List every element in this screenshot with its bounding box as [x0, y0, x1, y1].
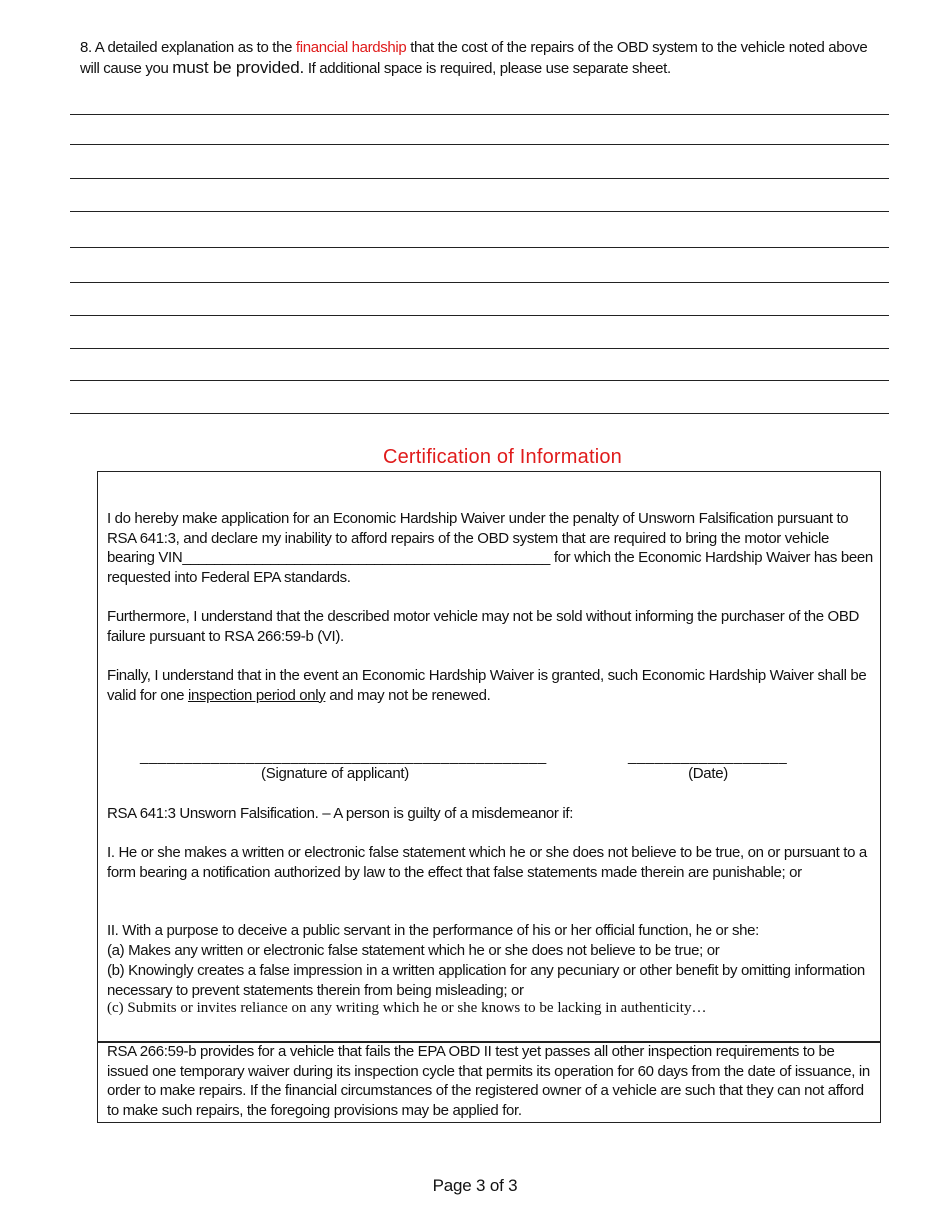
rsa-641-clause-ii-a: (a) Makes any written or electronic false statement which he or she does not believe to be true; or	[107, 942, 720, 959]
signature-line[interactable]: ______________________________________________	[140, 748, 547, 765]
certification-paragraph-3	[107, 666, 873, 705]
q8-lead-text: 8. A detailed explanation as to the	[80, 39, 296, 56]
explanation-line[interactable]	[70, 315, 889, 316]
rsa-641-clause-ii-b: (b) Knowingly creates a false impression in a written application for any pecuniary or other benefit by omitting information necessary to prevent statements therein from being misleading; or	[107, 962, 865, 999]
certification-paragraph-2: Furthermore, I understand that the described motor vehicle may not be sold without informing the purchaser of the OBD failure pursuant to RSA 266:59-b (VI).	[107, 608, 859, 645]
explanation-line[interactable]	[70, 211, 889, 212]
para3-text-b: and may not be renewed.	[325, 686, 491, 704]
date-caption: (Date)	[688, 765, 728, 782]
rsa-641-clause-ii-c: (c) Submits or invites reliance on any writing which he or she knows to be lacking in authenticity…	[107, 1000, 707, 1016]
explanation-line[interactable]	[70, 247, 889, 248]
para3-text-a: Finally, I understand that in the event an Economic Hardship Waiver is granted, such Economic Hardship Waiver shall be valid for one	[107, 667, 867, 704]
explanation-line[interactable]	[70, 144, 889, 145]
explanation-line[interactable]	[70, 413, 889, 414]
must-be-provided-emphasis: must be provided.	[172, 57, 305, 77]
financial-hardship-highlight: financial hardship	[295, 39, 407, 56]
rsa-266-note: RSA 266:59-b provides for a vehicle that fails the EPA OBD II test yet passes all other inspection requirements to be issued one temporary waiver during its inspection cycle that permits its operation for 60 days from the date of issuance, in order to make repairs. If the financial circumstances of the registered owner of a vehicle are such that they can not afford to make such repairs, the foregoing provisions may be applied for.	[107, 1043, 870, 1119]
question-8-instructions	[80, 38, 880, 78]
explanation-line[interactable]	[70, 282, 889, 283]
rsa-641-clause-ii: II. With a purpose to deceive a public servant in the performance of his or her official function, he or she:	[107, 922, 759, 939]
certification-title: Certification of Information	[382, 446, 623, 468]
q8-tail-text: If additional space is required, please use separate sheet.	[304, 59, 671, 77]
explanation-line[interactable]	[70, 380, 889, 381]
rsa-641-clause-i: I. He or she makes a written or electronic false statement which he or she does not believe to be true, on or pursuant to a form bearing a notification authorized by law to the effect that false statements made therein are punishable; or	[107, 844, 867, 881]
para1-text-b: for which the Economic Hardship Waiver has been requested into Federal EPA standards.	[107, 549, 873, 586]
explanation-line[interactable]	[70, 114, 889, 115]
vin-blank[interactable]: ______________________________________________	[182, 549, 551, 566]
signature-caption: (Signature of applicant)	[261, 765, 409, 782]
date-line[interactable]: __________________	[628, 748, 788, 765]
inspection-period-underlined: inspection period only	[187, 686, 326, 704]
rsa-641-heading: RSA 641:3 Unsworn Falsification. – A person is guilty of a misdemeanor if:	[107, 805, 574, 822]
q8-middle-text: that the cost of the repairs of the OBD system to the vehicle noted above will cause you	[80, 39, 868, 77]
para1-text-a: I do hereby make application for an Economic Hardship Waiver under the penalty of Unsworn Falsification pursuant to RSA 641:3, and declare my inability to afford repairs of the OBD system that are required to bring the motor vehicle bearing VIN	[107, 510, 849, 566]
certification-paragraph-1	[107, 509, 873, 587]
explanation-line[interactable]	[70, 348, 889, 349]
explanation-line[interactable]	[70, 178, 889, 179]
page-number: Page 3 of 3	[432, 1176, 518, 1195]
